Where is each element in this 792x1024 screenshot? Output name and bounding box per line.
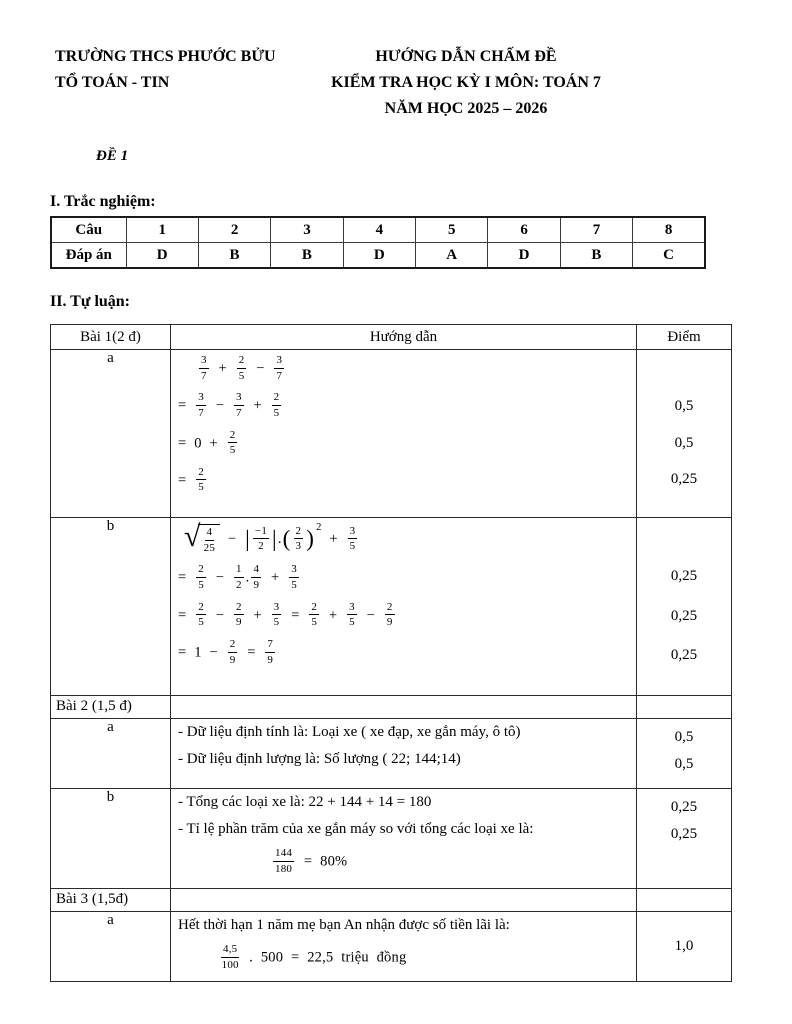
- row-points: [637, 789, 732, 889]
- denominator: 180: [275, 862, 293, 875]
- essay-header-row: [51, 325, 732, 350]
- fraction: [196, 466, 206, 494]
- point-value: 0,25: [670, 646, 698, 663]
- denominator: 2: [258, 540, 264, 553]
- point-value: 1,0: [674, 937, 694, 954]
- denominator: 5: [198, 578, 204, 591]
- col-header-diem: Điểm: [637, 325, 732, 350]
- fraction: [253, 525, 269, 553]
- mcq-answer: D: [343, 243, 415, 269]
- row-label: Bài 2 (1,5 đ): [51, 696, 171, 719]
- fraction: [228, 638, 238, 666]
- numerator: 3: [347, 601, 357, 616]
- point-value: 0,5: [674, 729, 694, 745]
- numerator: 3: [199, 354, 209, 369]
- denominator: 9: [267, 653, 274, 666]
- numerator: 3: [274, 354, 284, 369]
- essay-answer-row: [51, 350, 732, 518]
- fraction: [274, 354, 284, 382]
- row-solution: [171, 696, 637, 719]
- point-value: 0,25: [670, 826, 698, 842]
- row-label: Bài 3 (1,5đ): [51, 889, 171, 912]
- row-points: [637, 889, 732, 912]
- mcq-answer: B: [560, 243, 632, 269]
- answer-line: - Tổng các loại xe là: 22 + 144 + 14 = 180: [178, 794, 432, 810]
- denominator: 5: [273, 616, 280, 629]
- numerator: 2: [385, 601, 395, 616]
- row-points: [637, 696, 732, 719]
- radicand: [198, 524, 220, 555]
- denominator: 9: [229, 653, 236, 666]
- school-year: NĂM HỌC 2025 – 2026: [384, 100, 548, 117]
- math-line: = 1 − $\frac{2}{9}$ = $\frac{7}{9}$: [178, 637, 274, 666]
- denominator: 7: [276, 369, 283, 382]
- answer-line: - Dữ liệu định tính là: Loại xe ( xe đạp, xe gắn máy, ô tô): [178, 724, 521, 740]
- fraction: [221, 943, 239, 971]
- numerator: 4: [205, 526, 215, 541]
- row-points: [637, 518, 732, 696]
- essay-answer-row: [51, 789, 732, 889]
- row-label: a: [51, 912, 171, 982]
- mcq-answer: A: [416, 243, 488, 269]
- fraction: [196, 601, 206, 629]
- fraction: [294, 525, 304, 553]
- mcq-question-number: 2: [198, 217, 270, 243]
- denominator: 5: [238, 369, 245, 382]
- fraction: [228, 429, 238, 457]
- points-list: [637, 789, 731, 887]
- header-right: [310, 44, 622, 122]
- row-points: [637, 719, 732, 789]
- mcq-answer: D: [488, 243, 560, 269]
- denominator: 5: [198, 481, 204, 494]
- row-solution: [171, 889, 637, 912]
- denominator: 5: [198, 616, 204, 629]
- essay-section-heading: II. Tự luận:: [50, 293, 131, 310]
- numerator: 4,5: [221, 943, 239, 958]
- mcq-section-heading: I. Trắc nghiệm:: [50, 193, 156, 210]
- fraction: [348, 525, 358, 553]
- mcq-answer: C: [633, 243, 705, 269]
- fraction: [196, 563, 206, 591]
- point-value: 0,5: [674, 434, 694, 451]
- essay-section-row: [51, 696, 732, 719]
- fraction: [196, 391, 206, 419]
- points-list: [637, 518, 731, 694]
- math-line: $\frac{144}{180}$ = 80%: [275, 847, 348, 875]
- mcq-row-label: Câu: [51, 217, 126, 243]
- essay-answer-row: [51, 719, 732, 789]
- row-points: [637, 350, 732, 518]
- fraction: [251, 563, 261, 591]
- denominator: 7: [201, 369, 207, 382]
- fraction: [273, 847, 294, 875]
- square-root: [184, 520, 220, 555]
- points-list: [637, 912, 731, 980]
- row-points: [637, 912, 732, 982]
- row-label: b: [51, 518, 171, 696]
- exponent: 2: [316, 522, 322, 533]
- essay-section-row: [51, 889, 732, 912]
- numerator: 1: [234, 563, 244, 578]
- numerator: 2: [294, 525, 304, 540]
- points-list: [637, 350, 731, 516]
- math-line: = $\frac{2}{5}$ − $\frac{1}{2}$ . $\frac{4}{9}$ + $\frac{3}{5}$: [178, 563, 297, 591]
- row-solution: [171, 789, 637, 889]
- essay-table: [50, 324, 732, 982]
- denominator: 100: [221, 958, 239, 971]
- math-line: = $\frac{3}{7}$ − $\frac{3}{7}$ + $\frac{2}{5}$: [178, 391, 280, 419]
- row-solution: [171, 518, 637, 696]
- mcq-question-number: 4: [343, 217, 415, 243]
- denominator: 9: [386, 616, 393, 629]
- denominator: 7: [198, 406, 204, 419]
- fraction: [385, 601, 395, 629]
- point-value: 0,25: [670, 471, 698, 488]
- col-header-bai: Bài 1(2 đ): [51, 325, 171, 350]
- math-line: $\frac{3}{7}$ + $\frac{2}{5}$ − $\frac{3}{7}$: [201, 354, 283, 382]
- math-line: $\frac{4,5}{100}$ . 500 = 22,5 triệu đồng: [221, 943, 407, 971]
- paren: ): [306, 526, 315, 552]
- fraction: [347, 601, 357, 629]
- row-label: b: [51, 789, 171, 889]
- numerator: 2: [272, 391, 282, 406]
- fraction: [265, 638, 275, 666]
- denominator: 9: [235, 616, 242, 629]
- denominator: 5: [349, 616, 355, 629]
- denominator: 2: [235, 578, 242, 591]
- denominator: 7: [235, 406, 242, 419]
- denominator: 5: [291, 578, 297, 591]
- fraction: [289, 563, 299, 591]
- school-name: TRƯỜNG THCS PHƯỚC BỬU: [55, 48, 276, 65]
- numerator: 3: [196, 391, 206, 406]
- fraction: [309, 601, 319, 629]
- essay-answer-row: [51, 912, 732, 982]
- row-solution: [171, 350, 637, 518]
- points-list: [637, 719, 731, 787]
- math-line: = $\frac{2}{5}$ − $\frac{2}{9}$ + $\frac{3}{5}$ = $\frac{2}{5}$ + $\frac{3}{5}$ − $\frac{2}{9}$: [178, 600, 393, 629]
- mcq-question-number: 3: [271, 217, 343, 243]
- mcq-question-number: 1: [126, 217, 198, 243]
- point-value: 0,5: [674, 397, 694, 414]
- numerator: 4: [251, 563, 261, 578]
- fraction: [237, 354, 247, 382]
- doc-title: HƯỚNG DẪN CHẤM ĐỀ: [375, 48, 557, 65]
- exam-title: KIỂM TRA HỌC KỲ I MÔN: TOÁN 7: [331, 74, 601, 91]
- denominator: 3: [295, 540, 302, 553]
- point-value: 0,25: [670, 799, 698, 815]
- essay-answer-row: [51, 518, 732, 696]
- document-header: [50, 44, 792, 122]
- fraction: [234, 391, 244, 419]
- numerator: 3: [234, 391, 244, 406]
- numerator: 144: [273, 847, 294, 862]
- fraction: [199, 354, 209, 382]
- header-left: [50, 44, 310, 122]
- answer-line: Hết thời hạn 1 năm mẹ bạn An nhận được số tiền lãi là:: [178, 917, 510, 933]
- numerator: 2: [309, 601, 319, 616]
- radical-sign: √: [184, 520, 201, 554]
- row-solution: [171, 719, 637, 789]
- exam-code-label: ĐỀ 1: [96, 148, 129, 164]
- department-name: TỔ TOÁN - TIN: [55, 74, 170, 91]
- denominator: 5: [349, 540, 356, 553]
- numerator: 2: [196, 563, 206, 578]
- point-value: 0,25: [670, 568, 698, 585]
- row-solution: [171, 912, 637, 982]
- row-label: a: [51, 719, 171, 789]
- paren: (: [282, 526, 291, 552]
- answer-line: - Tỉ lệ phần trăm của xe gắn máy so với tổng các loại xe là:: [178, 821, 534, 837]
- numerator: 3: [272, 601, 282, 616]
- denominator: 25: [203, 541, 216, 554]
- point-value: 0,25: [670, 607, 698, 624]
- math-line: = 0 + $\frac{2}{5}$: [178, 428, 236, 457]
- denominator: 5: [311, 616, 318, 629]
- mcq-row-label: Đáp án: [51, 243, 126, 269]
- mcq-question-number: 7: [560, 217, 632, 243]
- row-label: a: [51, 350, 171, 518]
- denominator: 5: [229, 444, 236, 457]
- mcq-question-number: 8: [633, 217, 705, 243]
- math-line: √ $\frac{4}{25}$ − | $\frac{-1}{2}$ |.( $\frac{2}{3}$ ) $^2$ + $\frac{3}{5}$: [184, 520, 356, 554]
- abs-bar: |: [272, 526, 277, 552]
- mcq-question-number: 5: [416, 217, 488, 243]
- col-header-huongdan: Hướng dẫn: [171, 325, 637, 350]
- numerator: 2: [228, 638, 238, 653]
- fraction: [234, 601, 244, 629]
- fraction: [272, 391, 282, 419]
- numerator: 7: [265, 638, 275, 653]
- fraction: [234, 563, 244, 591]
- numerator: −1: [253, 525, 269, 540]
- denominator: 5: [273, 406, 280, 419]
- mcq-row: [51, 217, 705, 243]
- numerator: 2: [234, 601, 244, 616]
- numerator: 2: [237, 354, 247, 369]
- numerator: 3: [289, 563, 299, 578]
- numerator: 2: [228, 429, 238, 444]
- mcq-answer: B: [271, 243, 343, 269]
- mcq-row: [51, 243, 705, 269]
- math-line: = $\frac{2}{5}$: [178, 465, 204, 494]
- answer-line: - Dữ liệu định lượng là: Số lượng ( 22; 144;14): [178, 751, 461, 767]
- numerator: 2: [196, 466, 206, 481]
- mcq-answer: D: [126, 243, 198, 269]
- fraction: [272, 601, 282, 629]
- mcq-answer: B: [198, 243, 270, 269]
- mcq-answer-table: [50, 216, 706, 269]
- numerator: 3: [348, 525, 358, 540]
- mcq-question-number: 6: [488, 217, 560, 243]
- fraction: [204, 526, 215, 554]
- numerator: 2: [196, 601, 206, 616]
- denominator: 9: [253, 578, 260, 591]
- point-value: 0,5: [674, 756, 694, 772]
- abs-bar: |: [245, 526, 250, 552]
